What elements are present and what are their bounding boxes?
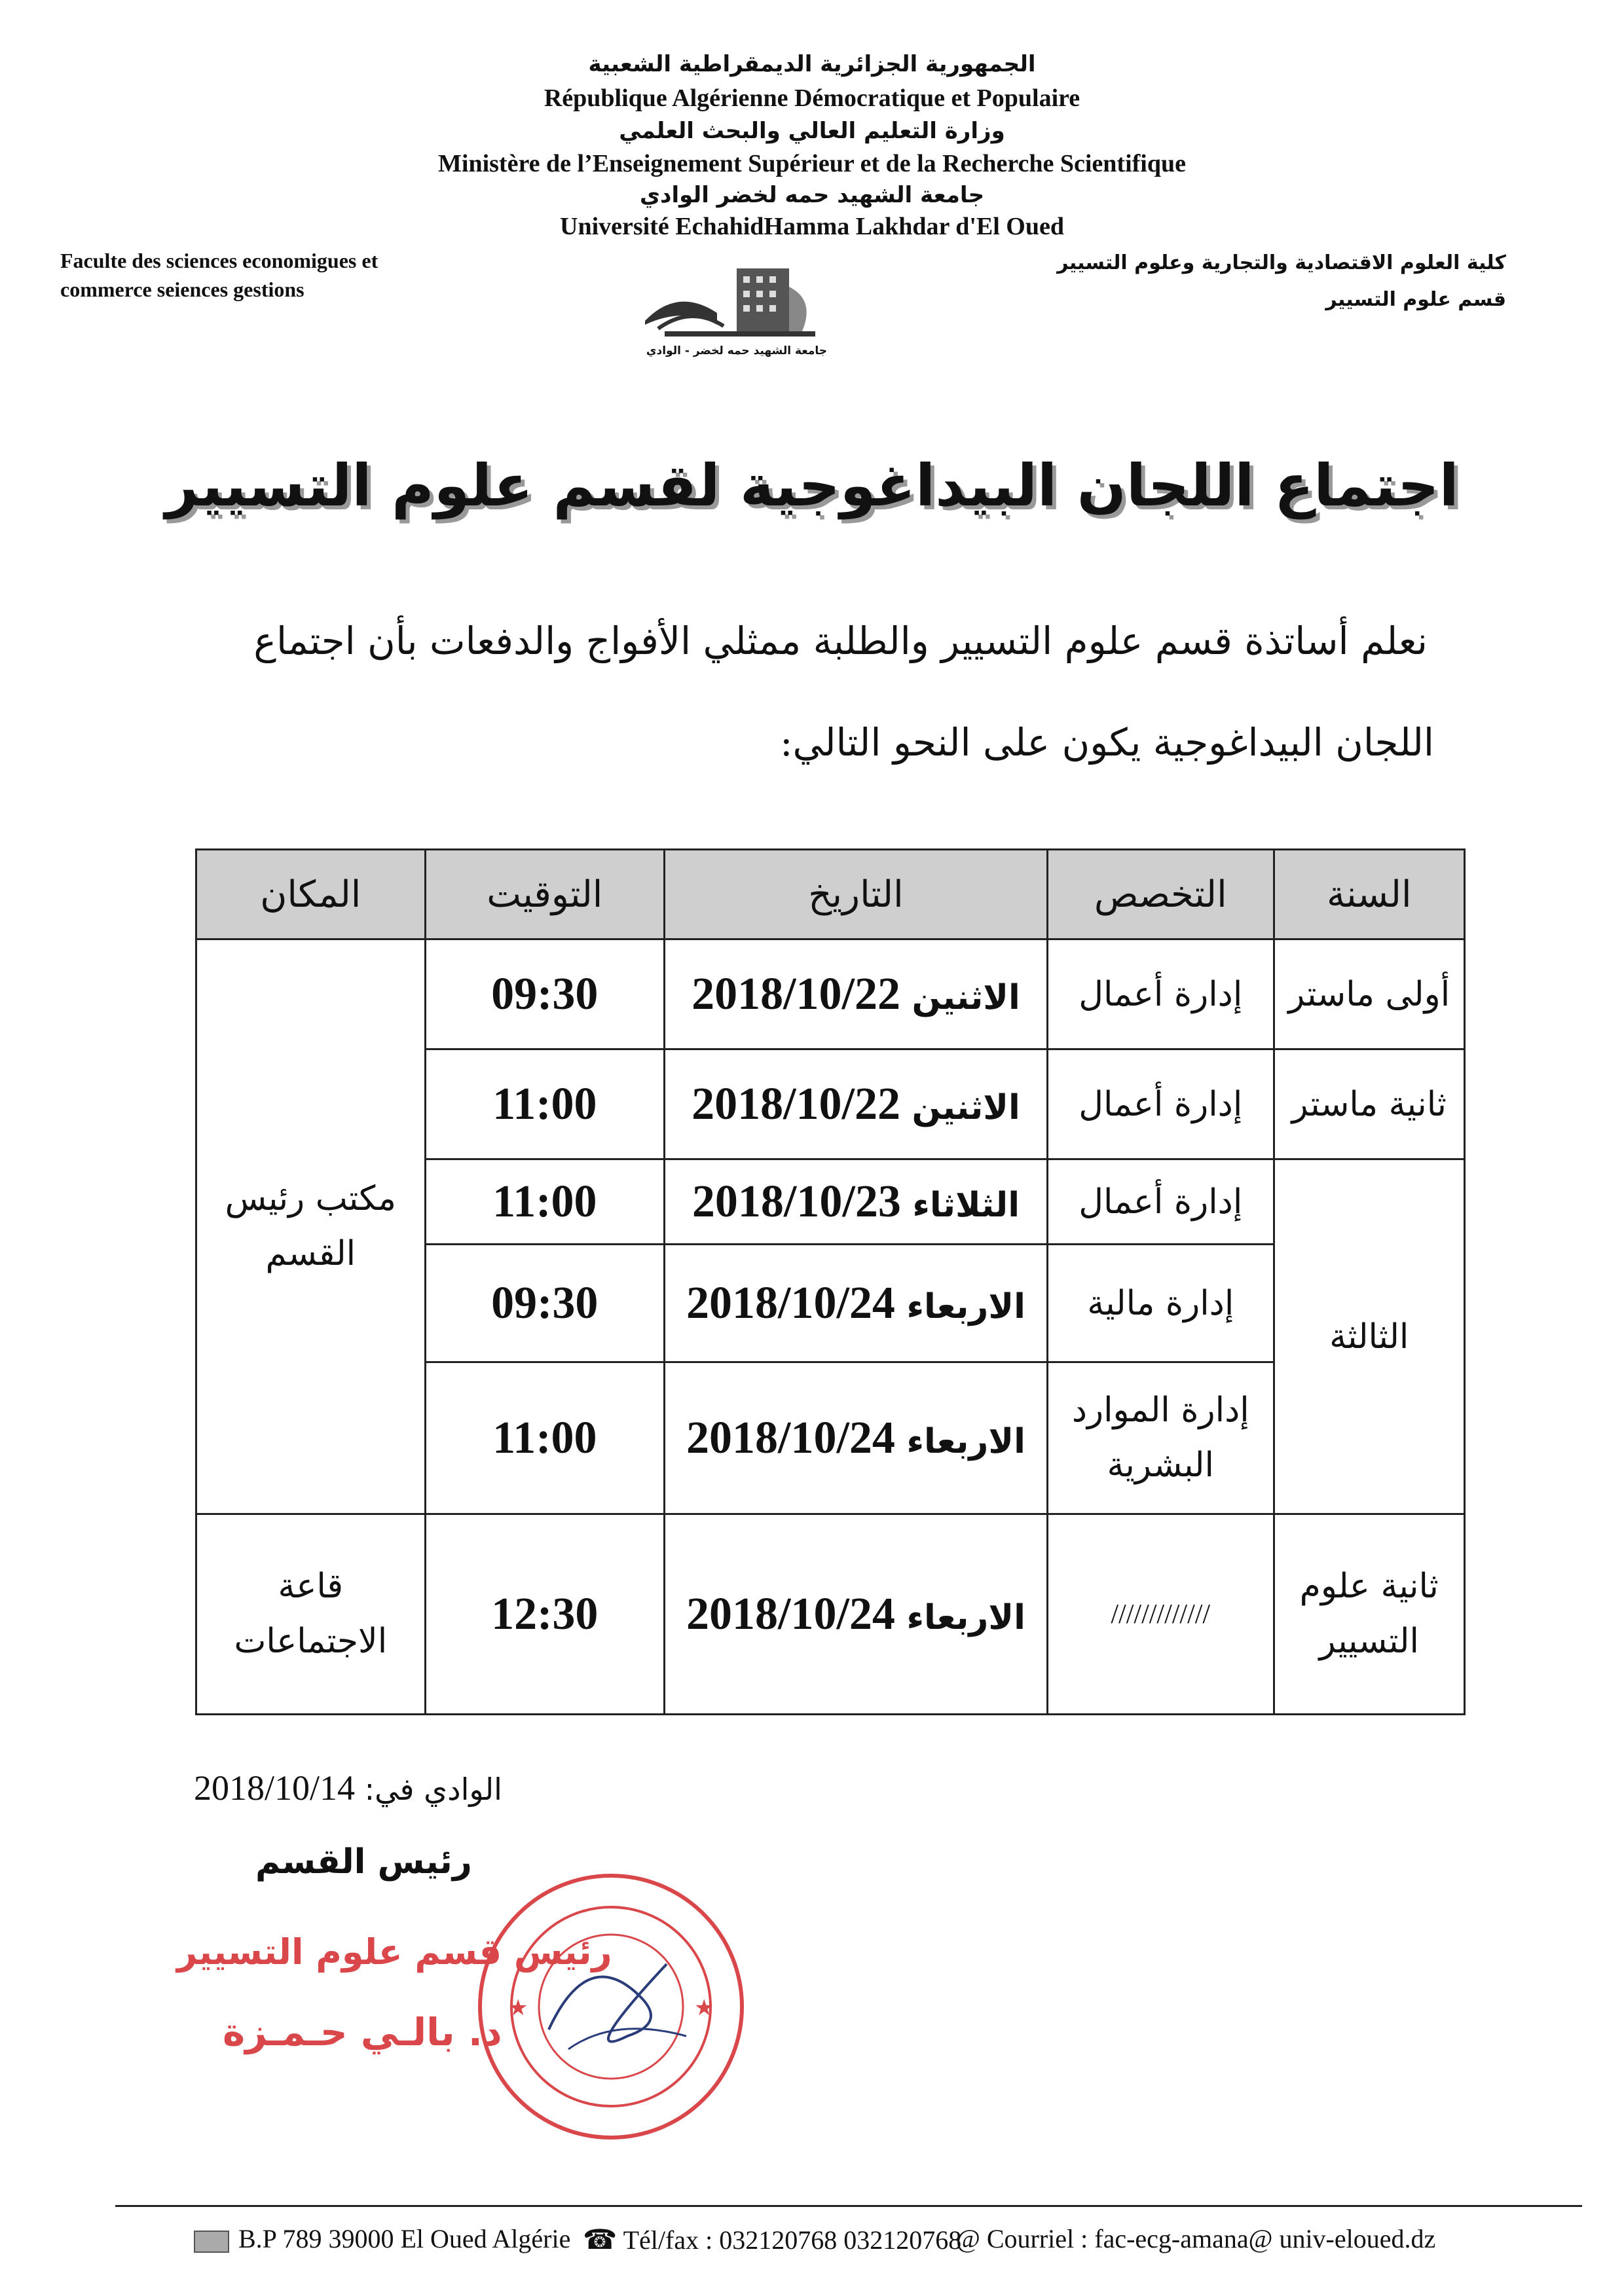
cell-day: الثلاثاء [912,1185,1020,1225]
footer-address-text: B.P 789 39000 El Oued Algérie [238,2224,571,2253]
signature-date: 2018/10/14 [194,1768,356,1808]
cell-time: 11:00 [425,1049,664,1159]
cell-specialty: إدارة مالية [1048,1245,1274,1362]
col-header-time: التوقيت [425,850,664,939]
svg-text:★: ★ [694,1995,714,2021]
cell-year: الثالثة [1274,1159,1465,1514]
faculty-fr-line1: Faculte des sciences economigues et [60,249,378,272]
email-icon: @ [956,2224,980,2253]
place-date-label: الوادي في: [364,1772,502,1807]
cell-day: الاربعاء [906,1597,1025,1637]
cell-time: 11:00 [425,1159,664,1245]
cell-year: ثانية علوم التسيير [1274,1514,1465,1715]
page-title: اجتماع اللجان البيداغوجية لقسم علوم التسيير [165,452,1459,519]
footer-email [956,2223,1435,2254]
table-row [196,939,1465,1049]
footer-phone-text: Tél/fax : 032120768 032120768 [623,2225,962,2255]
header-ar-university: جامعة الشهيد حمه لخضر الوادي [639,182,985,208]
cell-date-value: 2018/10/24 [686,1277,895,1328]
col-header-specialty: التخصص [1048,850,1274,939]
cell-day: الاربعاء [906,1421,1025,1461]
header-fr-university: Université EchahidHamma Lakhdar d'El Oued [560,213,1064,240]
head-of-department-title: رئيس القسم [255,1842,472,1882]
cell-date-value: 2018/10/24 [686,1412,895,1463]
col-header-place: المكان [196,850,426,939]
cell-day: الاربعاء [906,1286,1025,1326]
cell-date [664,939,1047,1049]
cell-time: 11:00 [425,1362,664,1514]
cell-date-value: 2018/10/22 [692,968,901,1019]
cell-year: أولى ماستر [1274,939,1465,1049]
university-logo [638,261,835,377]
cell-date-value: 2018/10/22 [692,1078,901,1129]
cell-date [664,1514,1047,1715]
col-header-year: السنة [1274,850,1465,939]
header-ar-republic: الجمهورية الجزائرية الديمقراطية الشعبية [588,51,1036,77]
cell-place: مكتب رئيس القسم [196,939,426,1514]
cell-specialty: إدارة أعمال [1048,1159,1274,1245]
schedule-table [195,848,1466,1715]
cell-date-value: 2018/10/24 [686,1588,895,1639]
cell-year: ثانية ماستر [1274,1049,1465,1159]
cell-specialty: إدارة الموارد البشرية [1048,1362,1274,1514]
logo-caption: جامعة الشهيد حمه لخضر - الوادي [646,344,828,357]
mail-icon [194,2231,229,2253]
round-seal [470,1866,752,2147]
cell-day: الاثنين [912,1087,1020,1127]
faculty-ar: كلية العلوم الاقتصادية والتجارية وعلوم التسيير [1057,251,1506,274]
cell-date [664,1362,1047,1514]
cell-date [664,1159,1047,1245]
cell-date [664,1049,1047,1159]
footer-email-text: Courriel : fac-ecg-amana@ univ-eloued.dz [986,2224,1436,2253]
department-ar: قسم علوم التسيير [1325,288,1506,311]
stamp-line-1: رئيس قسم علوم التسيير [177,1931,612,1973]
cell-day: الاثنين [912,977,1020,1017]
header-fr-republic: République Algérienne Démocratique et Populaire [544,84,1080,112]
phone-icon: ☎ [583,2225,618,2255]
intro-line-1: نعلم أساتذة قسم علوم التسيير والطلبة ممثلي الأفواج والدفعات بأن اجتماع [253,619,1428,663]
intro-line-2: اللجان البيداغوجية يكون على النحو التالي: [779,720,1434,765]
svg-text:★: ★ [508,1995,528,2021]
footer-phone [583,2223,961,2256]
cell-time: 09:30 [425,939,664,1049]
cell-time: 09:30 [425,1245,664,1362]
header-fr-ministry: Ministère de l’Enseignement Supérieur et de la Recherche Scientifique [438,150,1186,177]
cell-place: قاعة الاجتماعات [196,1514,426,1715]
header-ar-ministry: وزارة التعليم العالي والبحث العلمي [619,118,1005,144]
stamp-line-2: د. بالـي حـمـزة [223,2010,502,2054]
signature-place-date [194,1768,502,1808]
cell-date [664,1245,1047,1362]
table-row [196,1514,1465,1715]
footer-address [194,2223,570,2254]
footer-divider [115,2205,1582,2207]
cell-specialty: إدارة أعمال [1048,939,1274,1049]
col-header-date: التاريخ [664,850,1047,939]
faculty-fr-line2: commerce seiences gestions [60,278,304,301]
cell-specialty: إدارة أعمال [1048,1049,1274,1159]
cell-specialty: ///////////// [1048,1514,1274,1715]
cell-date-value: 2018/10/23 [692,1176,901,1227]
cell-time: 12:30 [425,1514,664,1715]
table-header-row [196,850,1465,939]
